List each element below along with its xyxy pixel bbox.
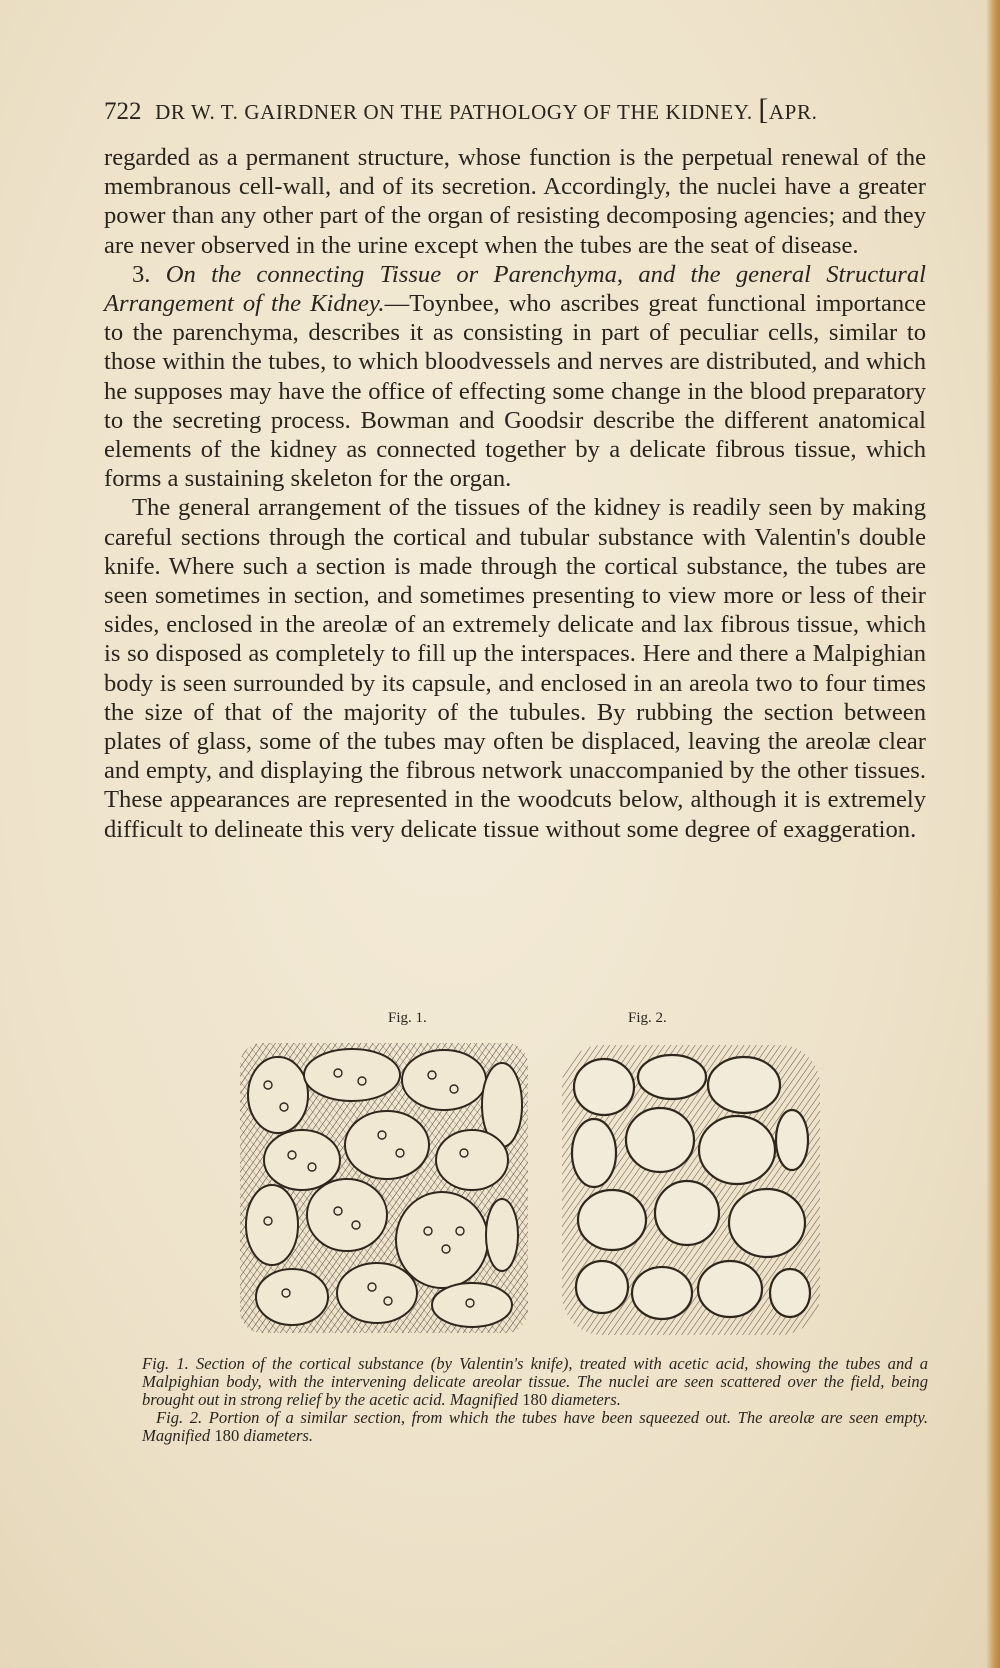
fig2-label: Fig. 2. (628, 1010, 667, 1026)
paragraph-2-text: —Toynbee, who ascribes great functional importance to the parenchyma, describes it as consisting in part of peculiar cells, similar to those within the tubes, to which bloodvessels and nerves are distributed, and which he supposes may have the office of effecting some change in the blood preparatory to the secreting process. Bowman and Goodsir describe the different anatomical elements of the kidney as connected together by a delicate fibrous tissue, which forms a sustaining skeleton for the organ. (104, 290, 927, 493)
figure-captions (142, 1355, 928, 1445)
figures-woodcuts (232, 1035, 832, 1345)
running-header (104, 93, 926, 127)
caption-fig-1 (142, 1355, 928, 1409)
header-month: APR. (768, 100, 818, 124)
page-edge-shadow (986, 0, 1000, 1668)
caption-fig-2 (142, 1409, 928, 1445)
paragraph-3: The general arrangement of the tissues of the kidney is readily seen by making careful sections through the cortical and tubular substance with Valentin's double knife. Where such a section is made through the cortical substance, the tubes are seen sometimes in section, and sometimes presenting to view more or less of their sides, enclosed in the areolæ of an extremely delicate and lax fibrous tissue, which is so disposed as completely to fill up the interspaces. Here and there a Malpighian body is seen surrounded by its capsule, and enclosed in an areola two to four times the size of that of the majority of the tubules. By rubbing the section between plates of glass, some of the tubes may often be displaced, leaving the areolæ clear and empty, and displaying the fibrous network unaccompanied by the other tissues. These appearances are represented in the woodcuts below, although it is extremely difficult to delineate this very delicate tissue without some degree of exaggeration. (104, 494, 926, 843)
section-number: 3. (132, 260, 151, 288)
page-number: 722 (104, 98, 142, 125)
caption-2-label: Fig. 2. (156, 1408, 203, 1427)
figure-1-illustration (240, 1043, 528, 1333)
paragraph-2 (104, 260, 926, 494)
caption-2-end: diameters. (243, 1426, 314, 1445)
paragraph-1: regarded as a permanent structure, whose function is the perpetual renewal of the membranous cell-wall, and of its secretion. Accordingly, the nuclei have a greater power than any other part of the organ of resisting decomposing agencies; and they are never observed in the urine except when the tubes are the seat of disease. (104, 144, 926, 259)
caption-1-label: Fig. 1. (142, 1354, 189, 1373)
fig1-label: Fig. 1. (388, 1010, 427, 1026)
caption-2-number: 180 (214, 1426, 240, 1445)
caption-2-text: Portion of a similar section, from which the tubes have been squeezed out. The areolæ are seen empty. Magnified (142, 1408, 929, 1445)
header-bracket: [ (758, 93, 769, 126)
caption-1-text: Section of the cortical substance (by Valentin's knife), treated with acetic acid, showing the tubes and a Malpighian body, with the intervening delicate areolar tissue. The nuclei are seen scattered over the field, being brought out in strong relief by the acetic acid. Magnified (142, 1354, 929, 1409)
section-heading: On the connecting Tissue or Parenchyma, and the general Structural Arrangement of the Kidney. (104, 260, 927, 318)
caption-1-end: diameters. (551, 1390, 621, 1409)
caption-1-number: 180 (522, 1390, 548, 1409)
body-text (104, 143, 926, 844)
running-title: DR W. T. GAIRDNER ON THE PATHOLOGY OF THE KIDNEY. (155, 100, 753, 124)
figure-2-illustration (562, 1045, 820, 1335)
